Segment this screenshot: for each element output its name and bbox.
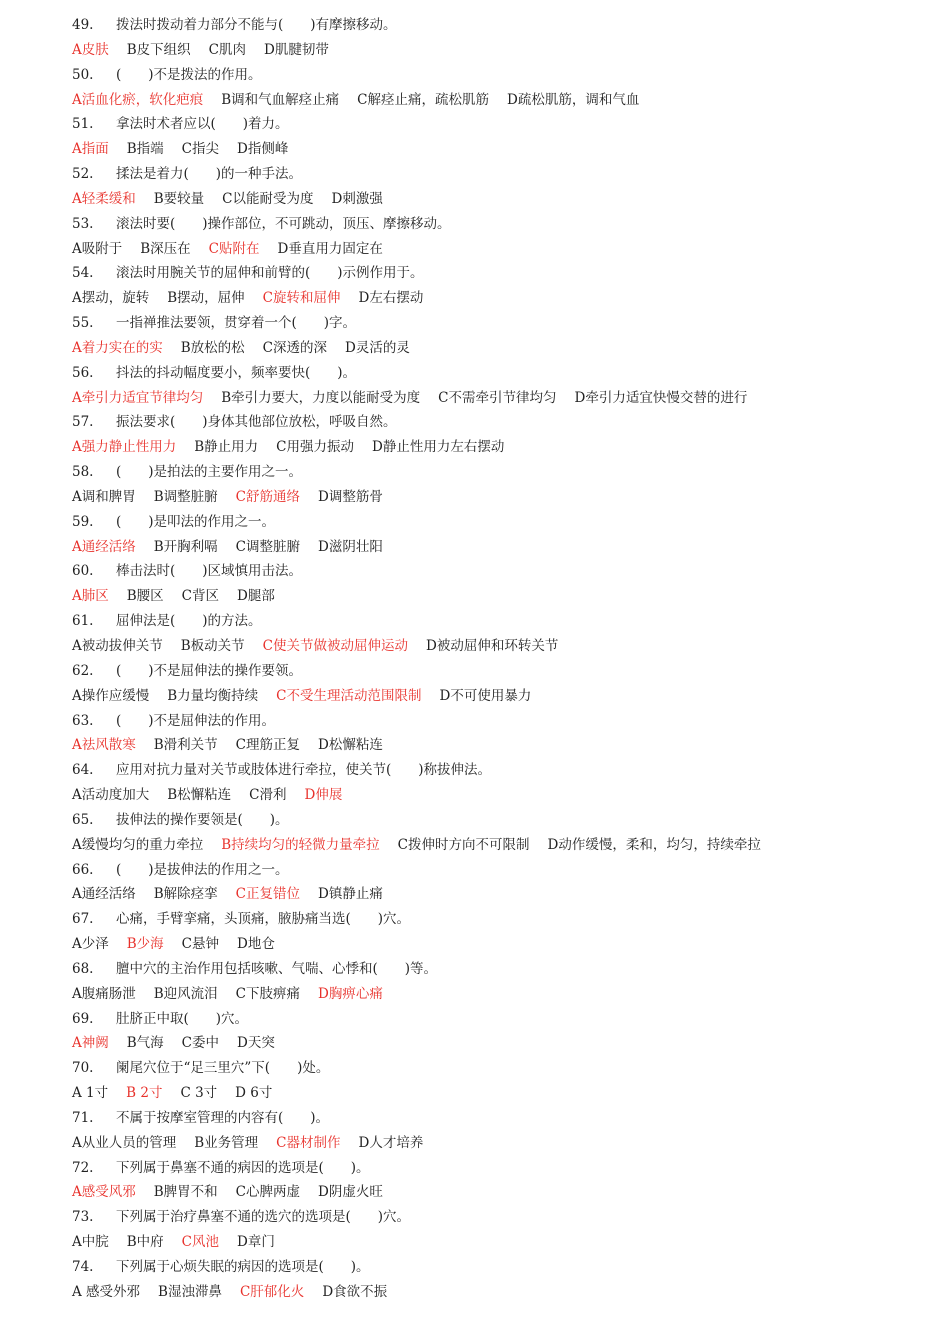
answer-option: D人才培养 — [358, 1134, 424, 1151]
question-stem: 下列属于治疗鼻塞不通的选穴的选项是( )穴。 — [116, 1209, 411, 1226]
answer-option: D调整筋骨 — [318, 488, 383, 505]
question-stem: ( )是拔伸法的作用之一。 — [116, 861, 289, 878]
answer-option: B放松的松 — [180, 339, 245, 356]
question-line — [72, 859, 289, 881]
answer-option: B调和气血解痉止痛 — [221, 91, 340, 108]
options-line — [72, 188, 401, 210]
answer-option: D不可使用暴力 — [439, 687, 532, 704]
answer-option: D腿部 — [237, 588, 275, 605]
answer-option: B脾胃不和 — [153, 1184, 218, 1201]
answer-option: D垂直用力固定在 — [277, 240, 383, 257]
question-number: 61. — [72, 613, 94, 630]
question-stem: 拿法时术者应以( )着力。 — [116, 116, 289, 133]
answer-option: B业务管理 — [194, 1134, 259, 1151]
answer-option: A从业人员的管理 — [72, 1134, 177, 1151]
answer-option: B中府 — [126, 1234, 164, 1251]
question-number: 65. — [72, 811, 94, 828]
correct-answer-option: A感受风邪 — [72, 1184, 136, 1201]
question-stem: ( )不是屈伸法的作用。 — [116, 712, 276, 729]
answer-option: A被动拔伸关节 — [72, 638, 163, 654]
correct-answer-option: A指面 — [72, 141, 109, 158]
answer-option: D动作缓慢，柔和，均匀，持续牵拉 — [547, 836, 761, 853]
answer-option: C下肢痹痛 — [235, 985, 301, 1002]
answer-option: C指尖 — [181, 141, 220, 158]
correct-answer-option: C贴附在 — [208, 240, 260, 257]
correct-answer-option: A强力静止性用力 — [72, 439, 177, 456]
question-stem: ( )不是拨法的作用。 — [116, 66, 262, 83]
answer-option: B要较量 — [153, 190, 205, 207]
answer-option: A调和脾胃 — [72, 488, 136, 505]
question-number: 70. — [72, 1060, 94, 1077]
question-line — [72, 312, 356, 334]
answer-option: C悬钟 — [181, 936, 220, 953]
correct-answer-option: C正复错位 — [235, 886, 301, 903]
answer-option: B板动关节 — [180, 638, 245, 654]
answer-option: D静止性用力左右摆动 — [372, 439, 505, 456]
question-number: 55. — [72, 315, 94, 332]
question-stem: 滚法时用腕关节的屈伸和前臂的( )示例作用于。 — [116, 265, 424, 282]
correct-answer-option: C旋转和屈伸 — [262, 290, 341, 307]
question-line — [72, 809, 289, 831]
options-line — [72, 834, 779, 856]
answer-option: C委中 — [181, 1035, 220, 1052]
options-line — [72, 387, 765, 409]
question-line — [72, 1256, 370, 1278]
answer-option: A腹痛肠泄 — [72, 985, 136, 1002]
correct-answer-option: C器材制作 — [276, 1134, 341, 1151]
question-line — [72, 908, 410, 930]
answer-option: B腰区 — [126, 588, 164, 605]
question-number: 64. — [72, 762, 94, 779]
answer-option: C解痉止痛，疏松肌筋 — [357, 91, 490, 108]
question-stem: 揉法是着力( )的一种手法。 — [116, 166, 303, 183]
answer-option: C心脾两虚 — [235, 1184, 301, 1201]
options-line — [72, 685, 549, 707]
question-number: 49. — [72, 17, 94, 33]
answer-option: D天突 — [237, 1035, 275, 1052]
correct-answer-option: C使关节做被动屈伸运动 — [262, 638, 409, 654]
question-line — [72, 1057, 329, 1079]
question-number: 74. — [72, 1259, 94, 1275]
options-line — [72, 138, 306, 160]
options-line — [72, 1181, 401, 1203]
answer-option: B解除痉挛 — [153, 886, 218, 903]
answer-option: D阴虚火旺 — [318, 1184, 383, 1201]
answer-option: C背区 — [181, 588, 220, 605]
options-line — [72, 734, 401, 756]
question-line — [72, 958, 437, 980]
answer-option: D食欲不振 — [322, 1283, 388, 1300]
question-number: 51. — [72, 116, 94, 133]
question-stem: ( )是拍法的主要作用之一。 — [116, 464, 303, 481]
question-line — [72, 262, 424, 284]
answer-option: B滑利关节 — [153, 737, 218, 754]
question-line — [72, 1008, 248, 1030]
question-stem: ( )不是屈伸法的操作要领。 — [116, 662, 303, 679]
correct-answer-option: A神阙 — [72, 1035, 109, 1052]
options-line — [72, 983, 401, 1005]
answer-option: D 6寸 — [235, 1085, 273, 1102]
answer-option: C 3寸 — [180, 1085, 218, 1102]
answer-option: D松懈粘连 — [318, 737, 383, 754]
answer-option: A吸附于 — [72, 240, 123, 257]
correct-answer-option: A牵引力适宜节律均匀 — [72, 389, 204, 406]
correct-answer-option: C风池 — [181, 1234, 220, 1251]
question-number: 73. — [72, 1209, 94, 1226]
question-line — [72, 362, 356, 384]
correct-answer-option: C不受生理活动范围限制 — [276, 687, 422, 704]
options-line — [72, 585, 293, 607]
options-line — [72, 635, 576, 657]
question-stem: 滚法时要( )操作部位，不可跳动，顶压、摩擦移动。 — [116, 215, 451, 232]
question-line — [72, 710, 275, 732]
question-line — [72, 461, 302, 483]
correct-answer-option: B少海 — [126, 936, 164, 953]
question-stem: 一指禅推法要领，贯穿着一个( )字。 — [116, 315, 357, 332]
answer-option: C拨伸时方向不可限制 — [397, 836, 530, 853]
answer-option: C理筋正复 — [235, 737, 301, 754]
correct-answer-option: A着力实在的实 — [72, 339, 163, 356]
question-stem: 阑尾穴位于“足三里穴”下( )处。 — [116, 1060, 330, 1077]
question-number: 62. — [72, 662, 94, 679]
question-stem: 下列属于鼻塞不通的病因的选项是( )。 — [116, 1159, 370, 1176]
question-stem: 振法要求( )身体其他部位放松，呼吸自然。 — [116, 414, 397, 431]
answer-option: C不需牵引节律均匀 — [438, 389, 557, 406]
question-stem: ( )是叩法的作用之一。 — [116, 513, 276, 530]
answer-option: B湿浊滞鼻 — [158, 1283, 222, 1300]
question-number: 69. — [72, 1010, 94, 1027]
question-line — [72, 1157, 370, 1179]
answer-option: D刺激强 — [331, 190, 383, 207]
correct-answer-option: A轻柔缓和 — [72, 190, 136, 207]
answer-option: A活动度加大 — [72, 787, 150, 804]
options-line — [72, 337, 428, 359]
answer-option: D牵引力适宜快慢交替的进行 — [574, 389, 748, 406]
question-stem: 心痛，手臂挛痛，头顶痛，腋胁痛当选( )穴。 — [116, 911, 411, 928]
answer-option: C以能耐受为度 — [222, 190, 314, 207]
answer-option: D肌腱韧带 — [264, 41, 329, 58]
answer-option: A通经活络 — [72, 886, 136, 903]
correct-answer-option: B 2寸 — [126, 1085, 163, 1102]
answer-option: C肌肉 — [208, 41, 247, 58]
correct-answer-option: B持续均匀的轻微力量牵拉 — [221, 836, 380, 853]
question-stem: 肚脐正中取( )穴。 — [116, 1010, 249, 1027]
answer-option: A 感受外邪 — [72, 1283, 141, 1300]
answer-option: B深压在 — [140, 240, 191, 257]
question-number: 59. — [72, 513, 94, 530]
options-line — [72, 1231, 293, 1253]
answer-option: A 1寸 — [72, 1085, 109, 1102]
answer-option: B调整脏腑 — [153, 488, 218, 505]
answer-option: B开胸利嗝 — [153, 538, 218, 555]
options-line — [72, 436, 522, 458]
question-number: 66. — [72, 861, 94, 878]
options-line — [72, 784, 360, 806]
question-number: 50. — [72, 66, 94, 83]
question-number: 72. — [72, 1159, 94, 1176]
options-line — [72, 287, 441, 309]
question-line — [72, 1107, 329, 1129]
question-stem: 应用对抗力量对关节或肢体进行牵拉，使关节( )称拔伸法。 — [116, 762, 492, 779]
options-line — [72, 39, 347, 61]
question-number: 71. — [72, 1109, 94, 1126]
question-line — [72, 411, 397, 433]
answer-option: D指侧峰 — [237, 141, 289, 158]
answer-option: C用强力振动 — [276, 439, 355, 456]
question-number: 68. — [72, 960, 94, 977]
correct-answer-option: D胸痹心痛 — [318, 985, 383, 1002]
answer-option: B皮下组织 — [126, 41, 191, 58]
answer-option: C调整脏腑 — [235, 538, 301, 555]
options-line — [72, 933, 293, 955]
question-number: 54. — [72, 265, 94, 282]
correct-answer-option: C舒筋通络 — [235, 488, 301, 505]
answer-option: D章门 — [237, 1234, 275, 1251]
answer-option: A缓慢均匀的重力牵拉 — [72, 836, 204, 853]
correct-answer-option: A祛风散寒 — [72, 737, 136, 754]
question-stem: 棒击法时( )区域慎用击法。 — [116, 563, 303, 580]
question-line — [72, 511, 275, 533]
answer-option: B牵引力要大，力度以能耐受为度 — [221, 389, 421, 406]
answer-option: B力量均衡持续 — [167, 687, 259, 704]
question-line — [72, 213, 451, 235]
answer-option: D滋阴壮阳 — [318, 538, 383, 555]
question-number: 67. — [72, 911, 94, 928]
question-stem: 拔伸法的操作要领是( )。 — [116, 811, 289, 828]
answer-option: D地仓 — [237, 936, 275, 953]
question-line — [72, 113, 289, 135]
correct-answer-option: D伸展 — [304, 787, 343, 804]
answer-option: D镇静止痛 — [318, 886, 383, 903]
question-line — [72, 560, 302, 582]
question-number: 53. — [72, 215, 94, 232]
correct-answer-option: C肝郁化火 — [239, 1283, 305, 1300]
question-number: 52. — [72, 166, 94, 183]
options-line — [72, 238, 401, 260]
question-stem: 下列属于心烦失眠的病因的选项是( )。 — [116, 1259, 370, 1275]
answer-option: B松懈粘连 — [167, 787, 232, 804]
options-line — [72, 1132, 441, 1154]
answer-option: B指端 — [126, 141, 164, 158]
correct-answer-option: A皮肤 — [72, 41, 109, 58]
question-number: 56. — [72, 364, 94, 381]
question-stem: 抖法的抖动幅度要小，频率要快( )。 — [116, 364, 357, 381]
answer-option: A中脘 — [72, 1234, 109, 1251]
question-number: 58. — [72, 464, 94, 481]
answer-option: B静止用力 — [194, 439, 259, 456]
correct-answer-option: A肺区 — [72, 588, 109, 605]
options-line — [72, 89, 657, 111]
answer-option: B迎风流泪 — [153, 985, 218, 1002]
question-number: 63. — [72, 712, 94, 729]
answer-option: A少泽 — [72, 936, 109, 953]
question-line — [72, 610, 262, 632]
answer-option: A摆动，旋转 — [72, 290, 150, 307]
answer-option: D疏松肌筋，调和气血 — [507, 91, 640, 108]
question-line — [72, 660, 302, 682]
answer-option: C深透的深 — [262, 339, 328, 356]
answer-option: D左右摆动 — [358, 290, 424, 307]
options-line — [72, 486, 401, 508]
correct-answer-option: A通经活络 — [72, 538, 136, 555]
answer-option: B气海 — [126, 1035, 164, 1052]
question-stem: 拨法时拨动着力部分不能与( )有摩擦移动。 — [116, 17, 397, 33]
options-line — [72, 1281, 405, 1303]
question-line — [72, 64, 262, 86]
options-line — [72, 1082, 290, 1104]
question-number: 60. — [72, 563, 94, 580]
options-line — [72, 1032, 293, 1054]
question-line — [72, 1206, 410, 1228]
options-line — [72, 536, 401, 558]
answer-option: C滑利 — [249, 787, 287, 804]
question-line — [72, 163, 302, 185]
question-stem: 不属于按摩室管理的内容有( )。 — [116, 1109, 330, 1126]
question-number: 57. — [72, 414, 94, 431]
answer-option: D被动屈伸和环转关节 — [426, 638, 559, 654]
correct-answer-option: A活血化瘀，软化疤痕 — [72, 91, 204, 108]
options-line — [72, 883, 401, 905]
answer-option: A操作应缓慢 — [72, 687, 150, 704]
answer-option: D灵活的灵 — [345, 339, 410, 356]
answer-option: B摆动，屈伸 — [167, 290, 245, 307]
question-stem: 膻中穴的主治作用包括咳嗽、气喘、心悸和( )等。 — [116, 960, 438, 977]
question-stem: 屈伸法是( )的方法。 — [116, 613, 262, 630]
question-line — [72, 14, 397, 36]
question-line — [72, 759, 491, 781]
